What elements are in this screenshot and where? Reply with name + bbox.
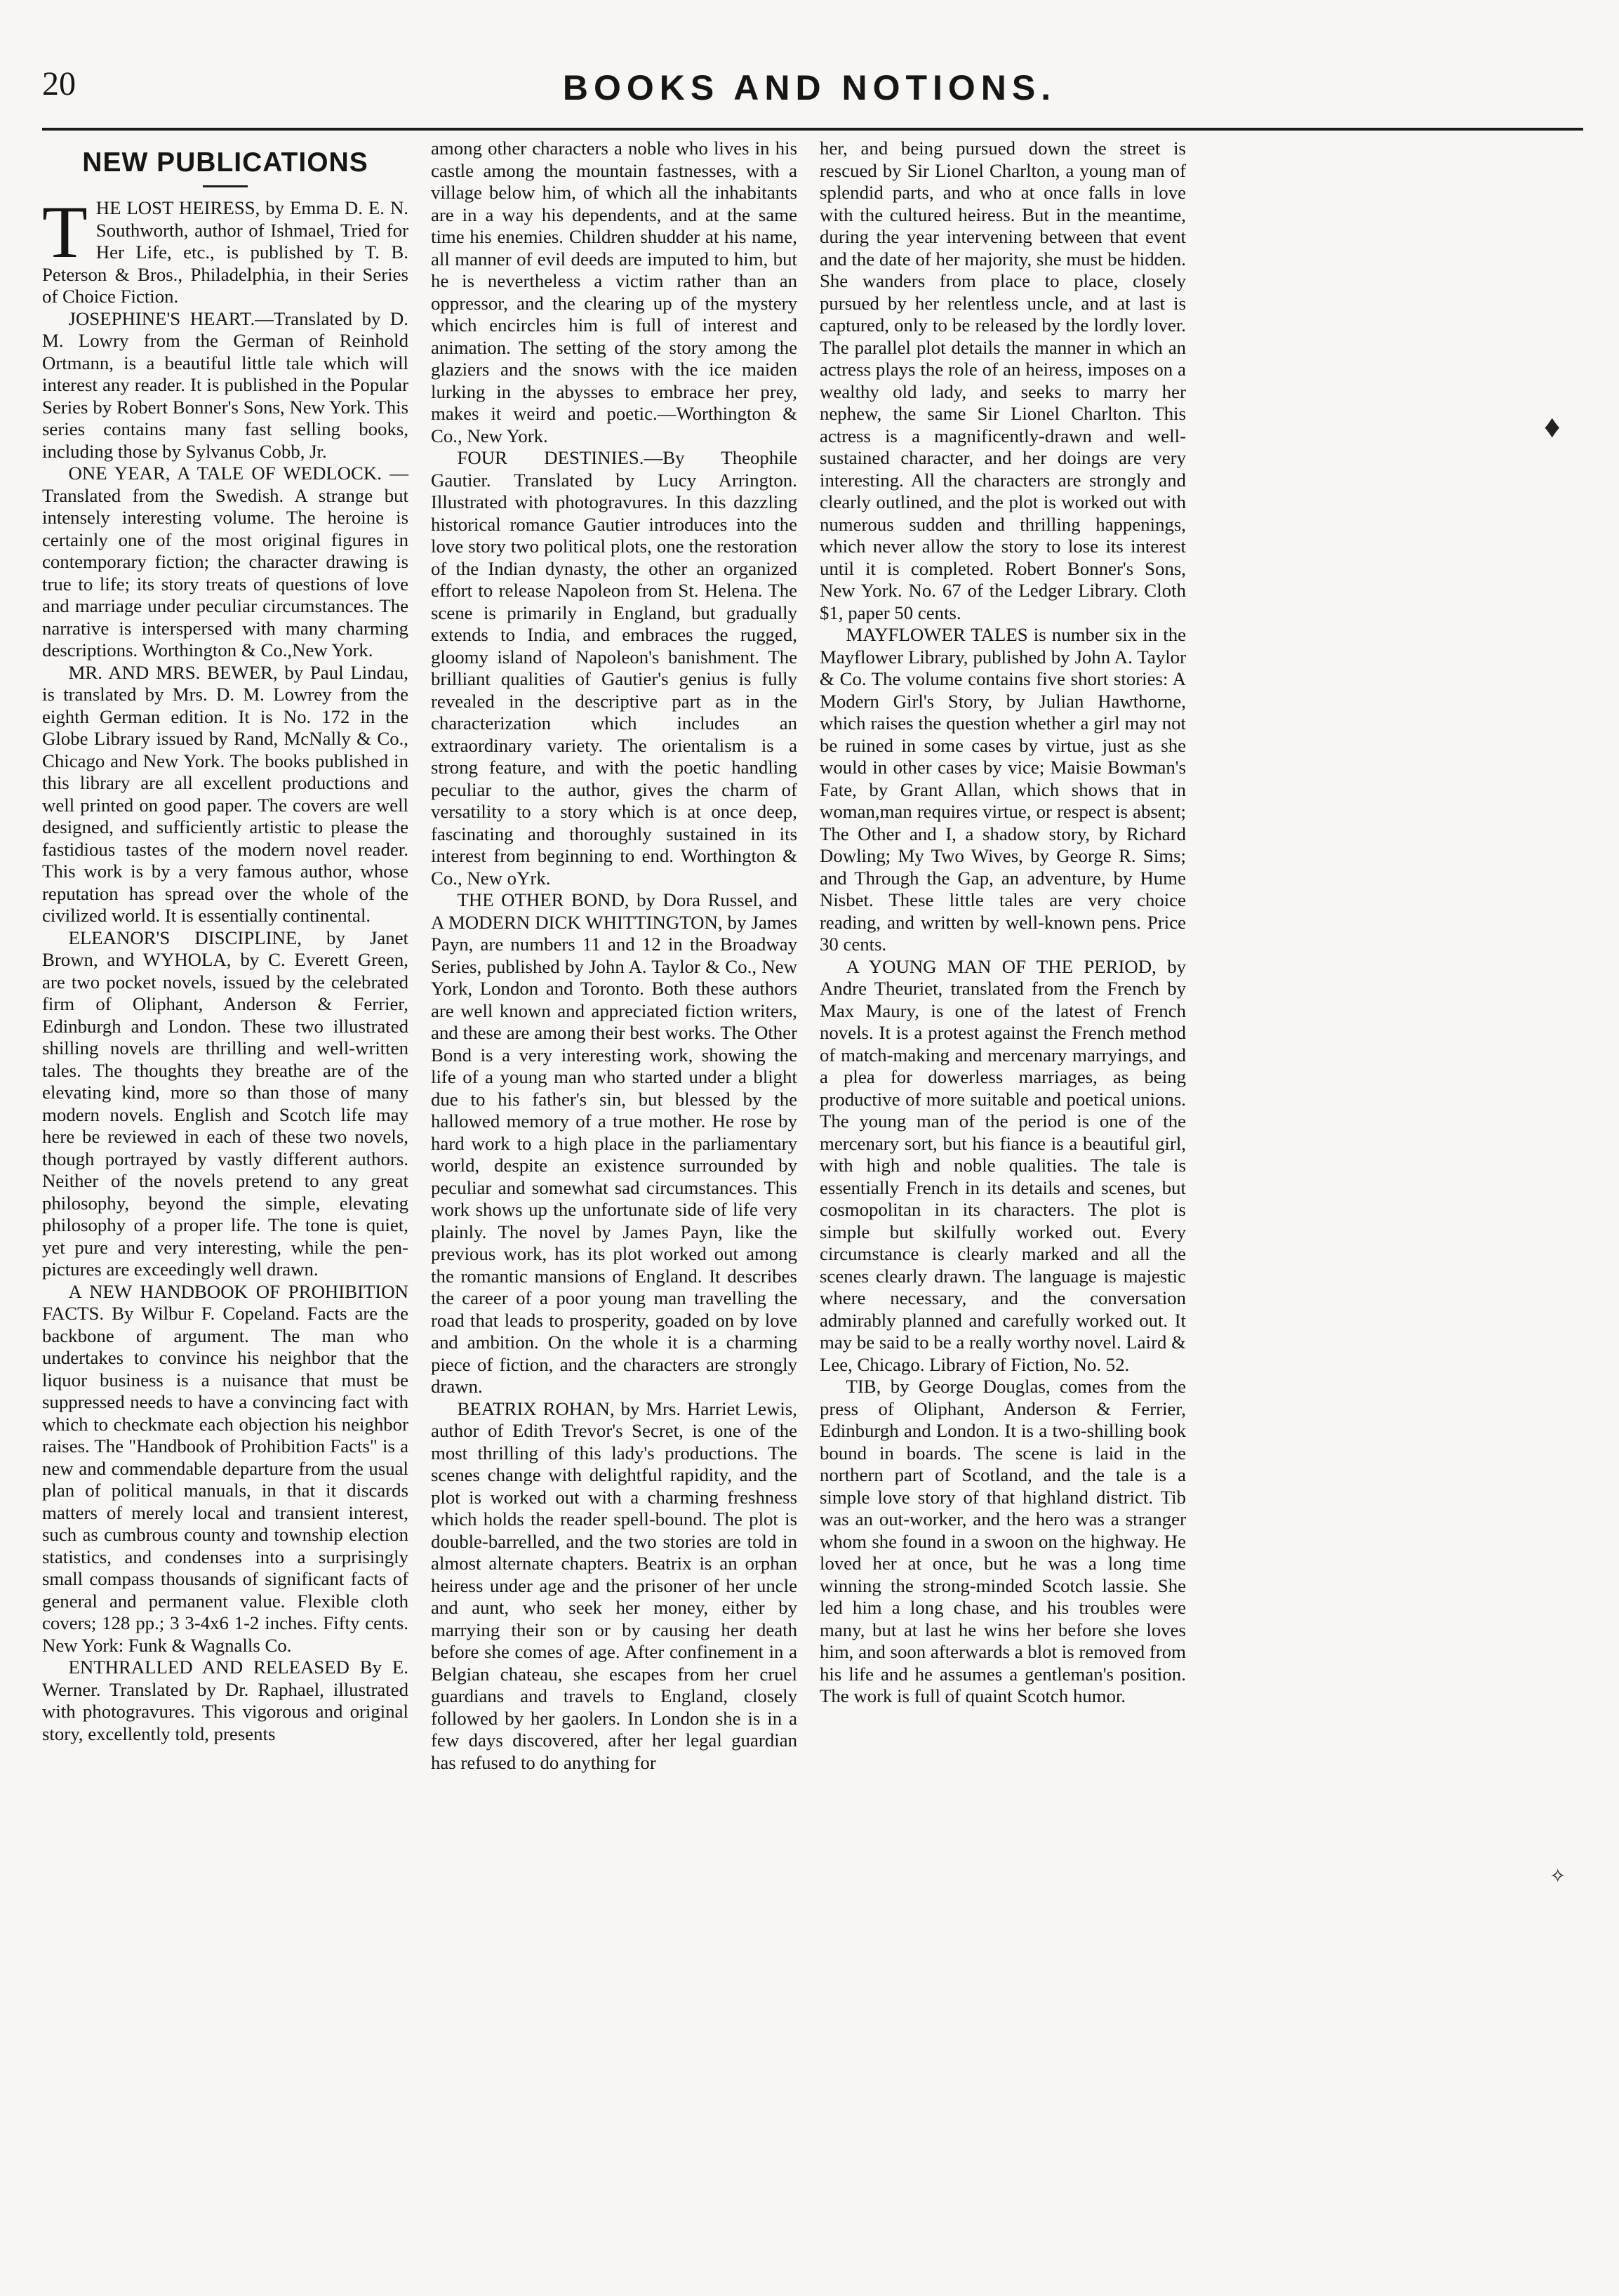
review-paragraph: A YOUNG MAN OF THE PERIOD, by Andre Theuriet, translated from the French by Max Maury, is one of the latest of French novels. It is a protest against the French method of match-making and mercenary marryings, and a plea for dowerless marriages, as being productive of more suitable and poetical unions. The young man of the period is one of the mercenary sort, but his fiance is a beautiful girl, with high and noble qualities. The tale is essentially French in its details and scenes, but cosmopolitan in its characters. The plot is simple but skilfully worked out. Every circumstance is clearly marked and all the scenes clearly drawn. The language is majestic where necessary, and the conversation admirably planned and carefully worked out. It may be said to be a really worthy novel. Laird & Lee, Chicago. Library of Fiction, No. 52. bbox=[820, 955, 1186, 1375]
column-3 bbox=[820, 138, 1186, 1708]
review-paragraph: TIB, by George Douglas, comes from the press of Oliphant, Anderson & Ferrier, Edinburgh and London. It is a two-shilling book bound in boards. The scene is laid in the northern part of Scotland, and the tale is a simple love story of that highland district. Tib was an out-worker, and the hero was a stranger whom she found in a swoon on the highway. He loved her at once, but he was a long time winning the strong-minded Scotch lassie. She led him a long chase, and his troubles were many, but at last he wins her before she loves him, and soon afterwards a blot is removed from his life and he assumes a gentleman's position. The work is full of quaint Scotch humor. bbox=[820, 1376, 1186, 1706]
review-paragraph: ELEANOR'S DISCIPLINE, by Janet Brown, and WYHOLA, by C. Everett Green, are two pocket novels, issued by the celebrated firm of Oliphant, Anderson & Ferrier, Edinburgh and London. These two illustrated shilling novels are thrilling and well-written tales. The thoughts they breathe are of the elevating kind, more so than those of many modern novels. English and Scotch life may here be reviewed in each of these two novels, though portrayed by vastly different authors. Neither of the novels pretend to any great philosophy, beyond the simple, elevating philosophy of a proper life. The tone is quiet, yet pure and very interesting, while the pen-pictures are exceedingly well drawn. bbox=[42, 927, 408, 1280]
review-paragraph: JOSEPHINE'S HEART.—Translated by D. M. Lowry from the German of Reinhold Ortmann, is a beautiful little tale which will interest any reader. It is published in the Popular Series by Robert Bonner's Sons, New York. This series contains many fast selling books, including those by Sylvanus Cobb, Jr. bbox=[42, 307, 408, 462]
running-head: BOOKS AND NOTIONS. bbox=[562, 68, 1057, 107]
title-rule bbox=[203, 185, 248, 187]
column-1 bbox=[42, 138, 408, 1745]
review-paragraph: ENTHRALLED AND RELEASED By E. Werner. Translated by Dr. Raphael, illustrated with photogravures. This vigorous and original story, excellently told, presents bbox=[42, 1657, 408, 1744]
ink-speck-icon: ✧ bbox=[1550, 1866, 1566, 1887]
ink-speck-icon: ♦ bbox=[1544, 409, 1561, 444]
review-paragraph: THE LOST HEIRESS, by Emma D. E. N. Southworth, author of Ishmael, Tried for Her Life, etc., is published by T. B. Peterson & Bros., Philadelphia, in their Series of Choice Fiction. bbox=[42, 191, 408, 307]
review-paragraph: A NEW HANDBOOK OF PROHIBITION FACTS. By Wilbur F. Copeland. Facts are the backbone of argument. The man who undertakes to convince his neighbor that the liquor business is a nuisance that must be suppressed needs to have a convincing fact with which to checkmate each objection his neighbor raises. The "Handbook of Prohibition Facts" is a new and commendable departure from the usual plan of political manuals, in that it discards matters of merely local and transient interest, such as cumbrous county and township election statistics, and condenses into a surprisingly small compass thousands of significant facts of general and permanent value. Flexible cloth covers; 128 pp.; 3 3-4x6 1-2 inches. Fifty cents. New York: Funk & Wagnalls Co. bbox=[42, 1280, 408, 1656]
section-title: NEW PUBLICATIONS bbox=[82, 147, 368, 178]
review-paragraph: BEATRIX ROHAN, by Mrs. Harriet Lewis, author of Edith Trevor's Secret, is one of the most thrilling of this lady's productions. The scenes change with delightful rapidity, and the plot is worked out with a charming freshness which holds the reader spell-bound. The plot is double-barrelled, and the two stories are told in almost alternate chapters. Beatrix is an orphan heiress under age and the prisoner of her uncle and aunt, who seek her money, either by marrying their son or by causing her death before she comes of age. After confinement in a Belgian chateau, she escapes from her cruel guardians and travels to England, closely followed by her gaolers. In London she is in a few days discovered, after her legal guardian has refused to do anything for bbox=[431, 1398, 797, 1773]
drop-cap: T bbox=[42, 191, 88, 273]
review-paragraph: FOUR DESTINIES.—By Theophile Gautier. Translated by Lucy Arrington. Illustrated with photogravures. In this dazzling historical romance Gautier introduces into the love story two political plots, one the restoration of the Indian dynasty, the other an organized effort to release Napoleon from St. Helena. The scene is primarily in England, but gradually extends to India, and embraces the rugged, gloomy island of Napoleon's banishment. The brilliant qualities of Gautier's genius is fully revealed in the descriptive part as in the characterization which includes an extraordinary variety. The orientalism is a strong feature, and with the poetic handling peculiar to the author, gives the charm of versatility to a story which is at once deep, fascinating and thoroughly sustained in its interest from beginning to end. Worthington & Co., New oYrk. bbox=[431, 447, 797, 889]
page-number: 20 bbox=[42, 65, 76, 102]
review-paragraph: MR. AND MRS. BEWER, by Paul Lindau, is translated by Mrs. D. M. Lowrey from the eighth German edition. It is No. 172 in the Globe Library issued by Rand, McNally & Co., Chicago and New York. The books published in this library are all excellent productions and well printed on good paper. The covers are well designed, and sufficiently artistic to please the fastidious tastes of the modern novel reader. This work is by a very famous author, whose reputation has spread over the whole of the civilized world. It is essentially continental. bbox=[42, 661, 408, 926]
header-rule bbox=[42, 128, 1583, 131]
review-paragraph: MAYFLOWER TALES is number six in the Mayflower Library, published by John A. Taylor & Co. The volume contains five short stories: A Modern Girl's Story, by Julian Hawthorne, which raises the question whether a girl may not be ruined in some cases by virtue, just as she would in other cases by vice; Maisie Bowman's Fate, by Grant Allan, which shows that in woman,man requires virtue, or respect is absent; The Other and I, a shadow story, by Richard Dowling; My Two Wives, by George R. Sims; and Through the Gap, an adventure, by Hume Nisbet. These little tales are very choice reading, and written by well-known pens. Price 30 cents. bbox=[820, 624, 1186, 955]
review-paragraph: among other characters a noble who lives in his castle among the mountain fastnesses, with a village below him, of which all the inhabitants are in a way his dependents, and at the same time his enemies. Children shudder at his name, all manner of evil deeds are imputed to him, but he is nevertheless a victim rather than an oppressor, and the clearing up of the mystery which encircles him is full of interest and animation. The setting of the story among the glaziers and the snows with the ice maiden lurking in the abysses to embrace her prey, makes it weird and poetic.—Worthington & Co., New York. bbox=[431, 138, 797, 446]
review-paragraph: her, and being pursued down the street is rescued by Sir Lionel Charlton, a young man of splendid parts, and who at once falls in love with the cultured heiress. But in the meantime, during the year intervening between that event and the date of her majority, she must be hidden. She wanders from place to place, closely pursued by her relentless uncle, and at last is captured, only to be released by the lordly lover. The parallel plot details the manner in which an actress plays the role of an heiress, imposes on a wealthy old lady, and seeks to marry her nephew, the same Sir Lionel Charlton. This actress is a magnificently-drawn and well-sustained character, and her doings are very interesting. All the characters are strongly and clearly outlined, and the plot is worked out with numerous sudden and thrilling happenings, which never allow the story to lose its interest until it is completed. Robert Bonner's Sons, New York. No. 67 of the Ledger Library. Cloth $1, paper 50 cents. bbox=[820, 138, 1186, 623]
review-paragraph: THE OTHER BOND, by Dora Russel, and A MODERN DICK WHITTINGTON, by James Payn, are numbers 11 and 12 in the Broadway Series, published by John A. Taylor & Co., New York, London and Toronto. Both these authors are well known and appreciated fiction writers, and these are among their best works. The Other Bond is a very interesting work, showing the life of a young man who started under a blight due to his father's sin, but blessed by the hallowed memory of a true mother. He rose by hard work to a high place in the parliamentary world, despite an existence surrounded by peculiar and somewhat sad circumstances. This work shows up the unfortunate side of life very plainly. The novel by James Payn, like the previous work, has its plot worked out among the romantic mansions of England. It describes the career of a poor young man travelling the road that leads to prosperity, goaded on by love and ambition. On the whole it is a charming piece of fiction, and the characters are strongly drawn. bbox=[431, 889, 797, 1397]
review-paragraph: ONE YEAR, A TALE OF WEDLOCK. —Translated from the Swedish. A strange but intensely interesting volume. The heroine is certainly one of the most original figures in contemporary fiction; the character drawing is true to life; its story treats of questions of love and marriage under peculiar circumstances. The narrative is interspersed with many charming descriptions. Worthington & Co.,New York. bbox=[42, 463, 408, 661]
column-2 bbox=[431, 138, 797, 1774]
